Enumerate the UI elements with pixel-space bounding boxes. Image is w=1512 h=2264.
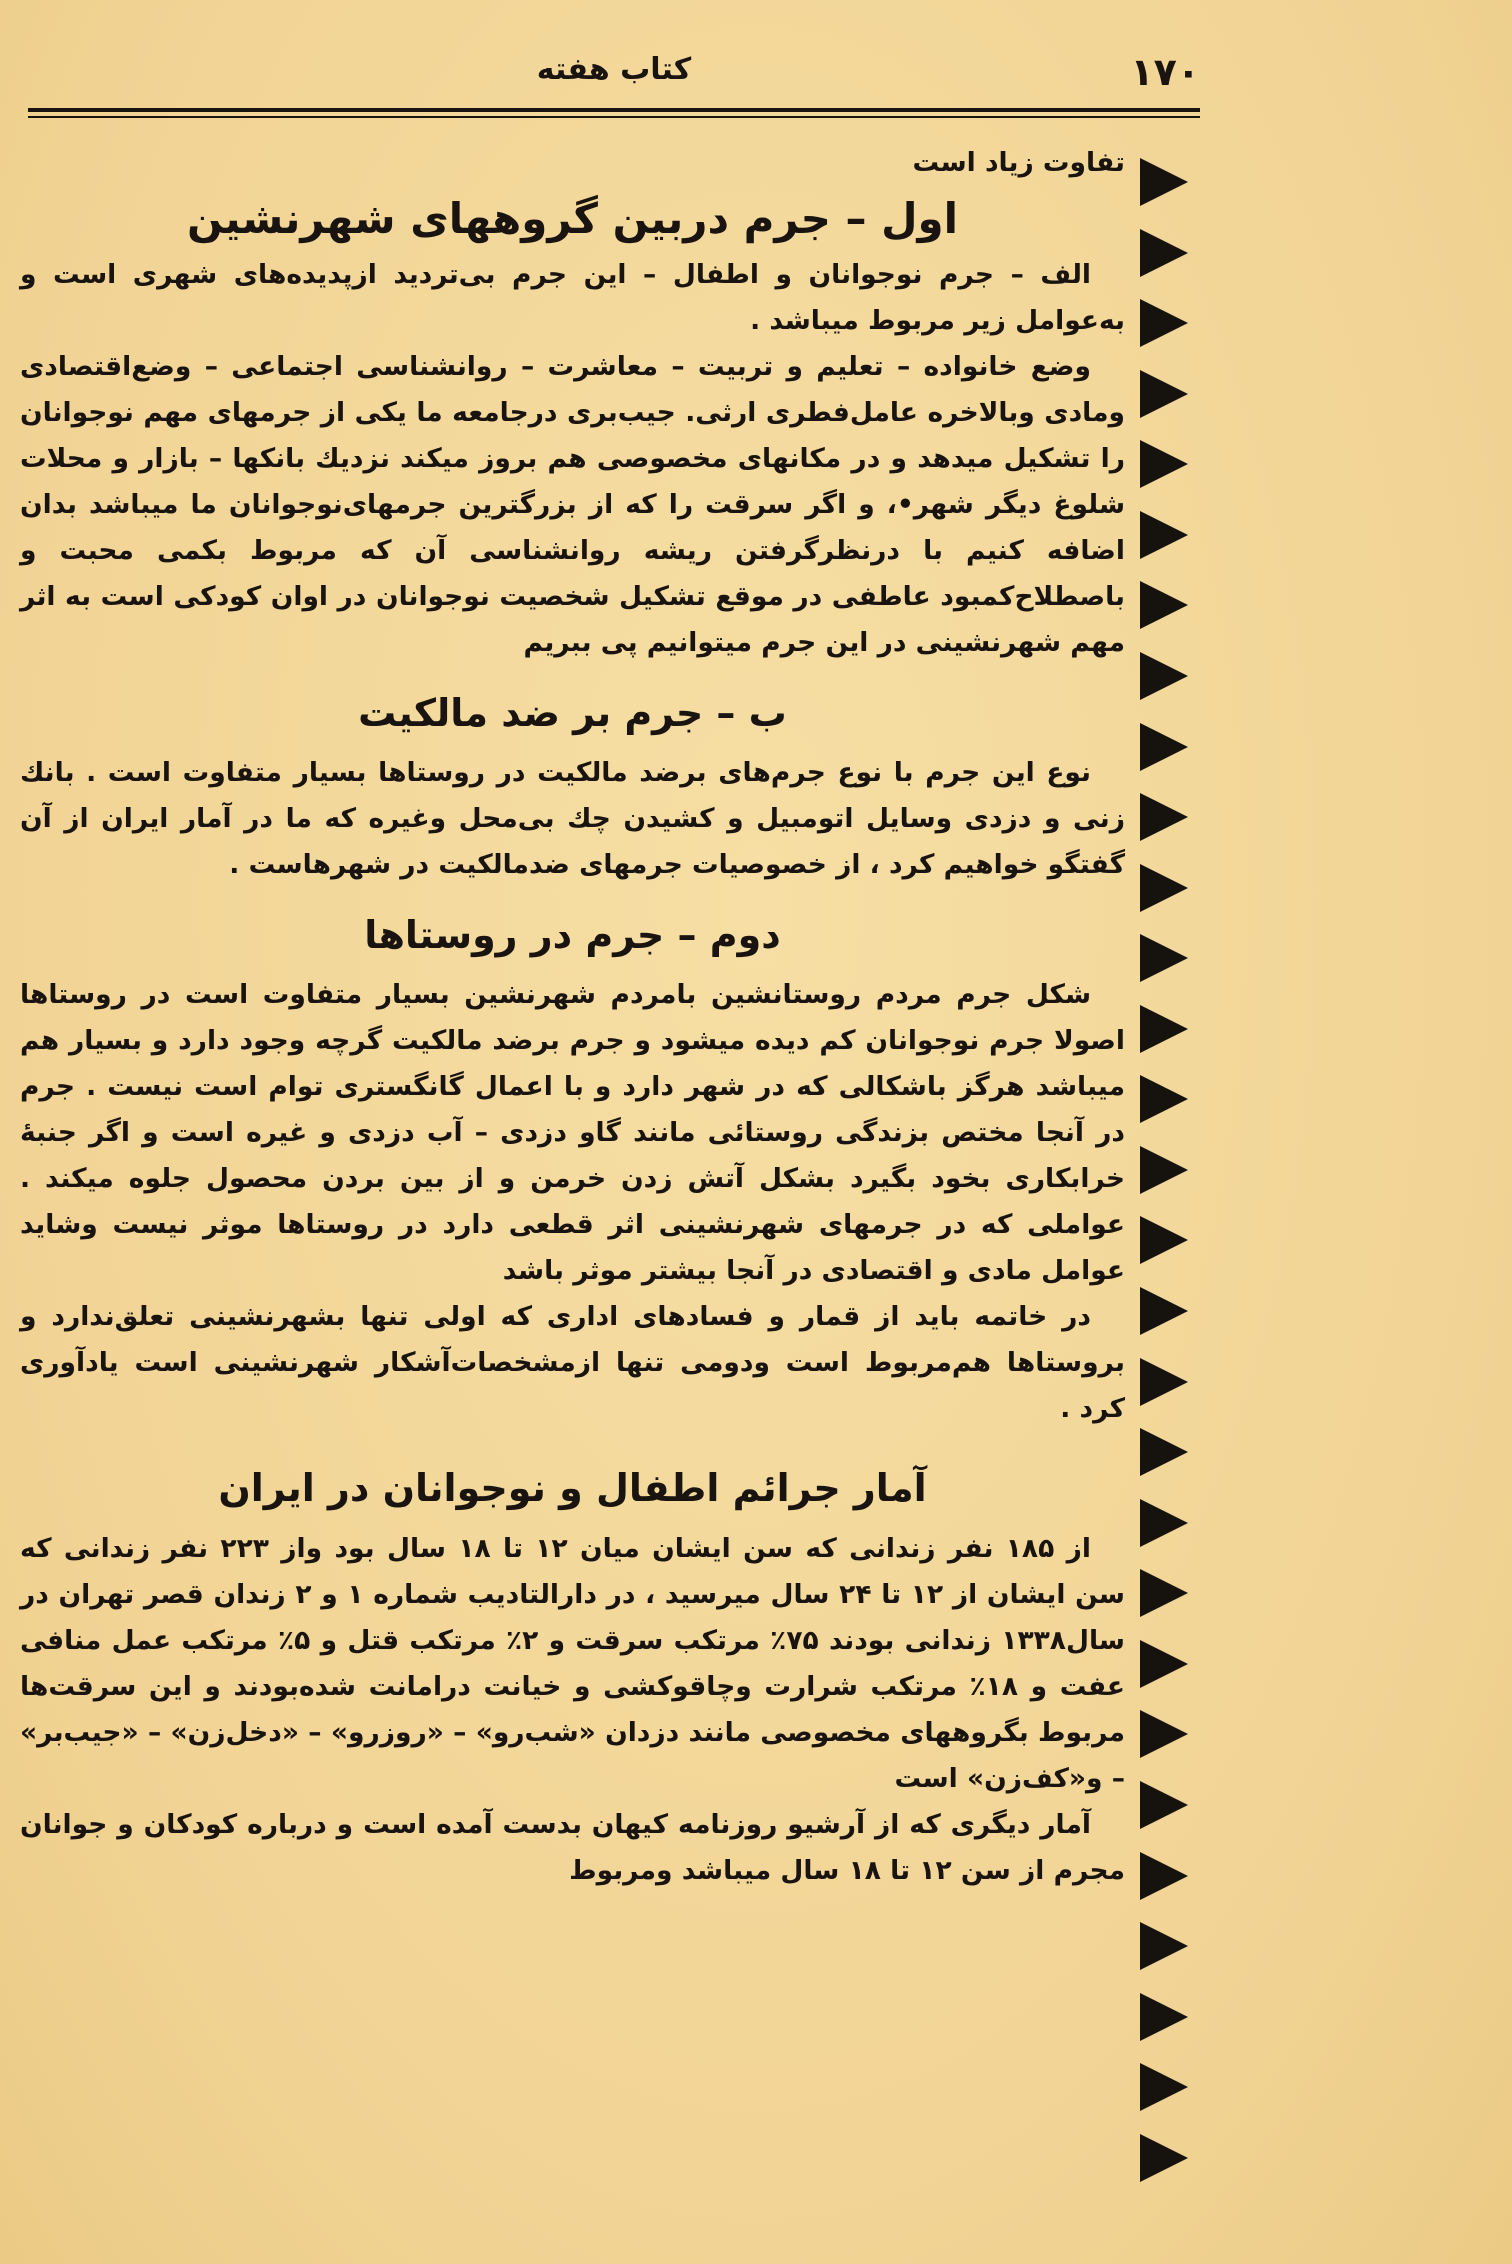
section-two-heading: دوم – جرم در روستاها	[364, 913, 781, 957]
triangle-right-icon	[1140, 2063, 1188, 2111]
stats-heading: آمار جرائم اطفال و نوجوانان در ایران	[218, 1466, 927, 1510]
triangle-right-icon	[1140, 723, 1188, 771]
section-two-para-1: شکل جرم مردم روستانشین بامردم شهرنشین بسیار متفاوت است در روستاها اصولا جرم نوجوانان کم دیده میشود و جرم برضد مالکیت گرچه وجود دارد و بسیار هم میباشد هرگز باشکالی که در شهر دارد و با اعمال گانگستری توام است نیست . جرم در آنجا مختص بزندگی روستائی مانند گاو دزدی – آب دزدی و غیره است و اگر جنبهٔ خرابکاری بخود بگیرد بشکل آتش زدن خرمن و از بین بردن محصول جلوه میکند . عواملی که در جرمهای شهرنشینی اثر قطعی دارد در روستاها موثر نیست وشاید عوامل مادی و اقتصادی در آنجا بیشتر موثر باشد	[20, 979, 1125, 1286]
stats-para-1: از ۱۸۵ نفر زندانی که سن ایشان میان ۱۲ تا ۱۸ سال بود واز ۲۲۳ نفر زندانی که سن ایشان از ۱۲ تا ۲۴ سال میرسید ، در دارالتادیب شماره ۱ و ۲ زندان قصر تهران در سال۱۳۳۸ زندانی بودند ۷۵٪ مرتکب سرقت و ۲٪ مرتکب قتل و ۵٪ مرتکب عمل منافی عفت و ۱۸٪ مرتکب شرارت وچاقوکشی و خیانت درامانت شده‌بودند و این سرقت‌ها مربوط بگروههای مخصوصی مانند دزدان «شب‌رو» – «روزرو» – «دخل‌زن» – «جیب‌بر» – و«کف‌زن» است	[20, 1533, 1125, 1794]
triangle-right-icon	[1140, 1287, 1188, 1335]
triangle-right-icon	[1140, 440, 1188, 488]
stats-para-2: آمار دیگری که از آرشیو روزنامه کیهان بدست آمده است و درباره کودکان و جوانان مجرم از سن ۱۲ تا ۱۸ سال میباشد ومربوط	[20, 1809, 1125, 1886]
triangle-right-icon	[1140, 370, 1188, 418]
section-one-para-a: الف – جرم نوجوانان و اطفال – این جرم بی‌تردید ازپدیده‌های شهری است و به‌عوامل زیر مربوط میباشد .	[20, 259, 1125, 336]
triangle-right-icon	[1140, 229, 1188, 277]
triangle-right-icon	[1140, 1358, 1188, 1406]
section-one-heading: اول – جرم دربین گروههای شهرنشین	[186, 194, 959, 243]
triangle-right-icon	[1140, 511, 1188, 559]
page-header	[28, 44, 1200, 104]
triangle-right-icon	[1140, 581, 1188, 629]
article-body	[20, 140, 1125, 1894]
subsection-b-heading: ب – جرم بر ضد مالکیت	[358, 691, 787, 735]
triangle-right-icon	[1140, 1216, 1188, 1264]
triangle-right-icon	[1140, 2134, 1188, 2182]
triangle-right-icon	[1140, 793, 1188, 841]
triangle-right-icon	[1140, 1993, 1188, 2041]
running-title: کتاب هفته	[536, 52, 692, 87]
triangle-right-icon	[1140, 299, 1188, 347]
header-rule-thick	[28, 108, 1200, 112]
triangle-right-icon	[1140, 1922, 1188, 1970]
section-one-para-a2: وضع خانواده – تعلیم و تربیت – معاشرت – روانشناسی اجتماعی – وضع‌اقتصادی ومادی وبالاخره عامل‌فطری ارثی. جیب‌بری درجامعه ما یکی از جرمهای مهم نوجوانان را تشکیل میدهد و در مکانهای مخصوصی هم بروز میکند نزدیك بانکها – بازار و محلات شلوغ دیگر شهر•، و اگر سرقت را که از بزرگترین جرمهای‌نوجوانان ما میباشد بدان اضافه کنیم با درنظرگرفتن ریشه روانشناسی آن که مربوط بکمی محبت و باصطلاح‌کمبود عاطفی در موقع تشکیل شخصیت نوجوانان در اوان کودکی است به اثر مهم شهرنشینی در این جرم میتوانیم پی ببریم	[20, 351, 1125, 658]
page-number: ۱۷۰	[1130, 50, 1200, 94]
triangle-right-icon	[1140, 1852, 1188, 1900]
triangle-right-icon	[1140, 934, 1188, 982]
triangle-right-icon	[1140, 1710, 1188, 1758]
triangle-right-icon	[1140, 1146, 1188, 1194]
triangle-right-icon	[1140, 864, 1188, 912]
triangle-right-icon	[1140, 1781, 1188, 1829]
triangle-right-icon	[1140, 652, 1188, 700]
triangle-right-icon	[1140, 1005, 1188, 1053]
section-two-para-2: در خاتمه باید از قمار و فسادهای اداری که اولی تنها بشهرنشینی تعلق‌ندارد و بروستاها هم‌مربوط است ودومی تنها ازمشخصات‌آشکار شهرنشینی است یادآوری کرد .	[20, 1301, 1125, 1424]
triangle-right-icon	[1140, 1640, 1188, 1688]
triangle-right-icon	[1140, 158, 1188, 206]
triangle-right-icon	[1140, 1428, 1188, 1476]
header-rule-thin	[28, 116, 1200, 118]
subsection-b-para: نوع این جرم با نوع جرم‌های برضد مالکیت در روستاها بسیار متفاوت است . بانك زنی و دزدی وسایل اتومبیل و کشیدن چك بی‌محل وغیره که ما در آمار ایران از آن گفتگو خواهیم کرد ، از خصوصیات جرمهای ضدمالکیت در شهرهاست .	[20, 757, 1125, 880]
triangle-right-icon	[1140, 1075, 1188, 1123]
intro-line: تفاوت زیاد است	[912, 147, 1125, 178]
triangle-right-icon	[1140, 1569, 1188, 1617]
triangle-right-icon	[1140, 1499, 1188, 1547]
margin-ornament	[1140, 158, 1190, 2182]
